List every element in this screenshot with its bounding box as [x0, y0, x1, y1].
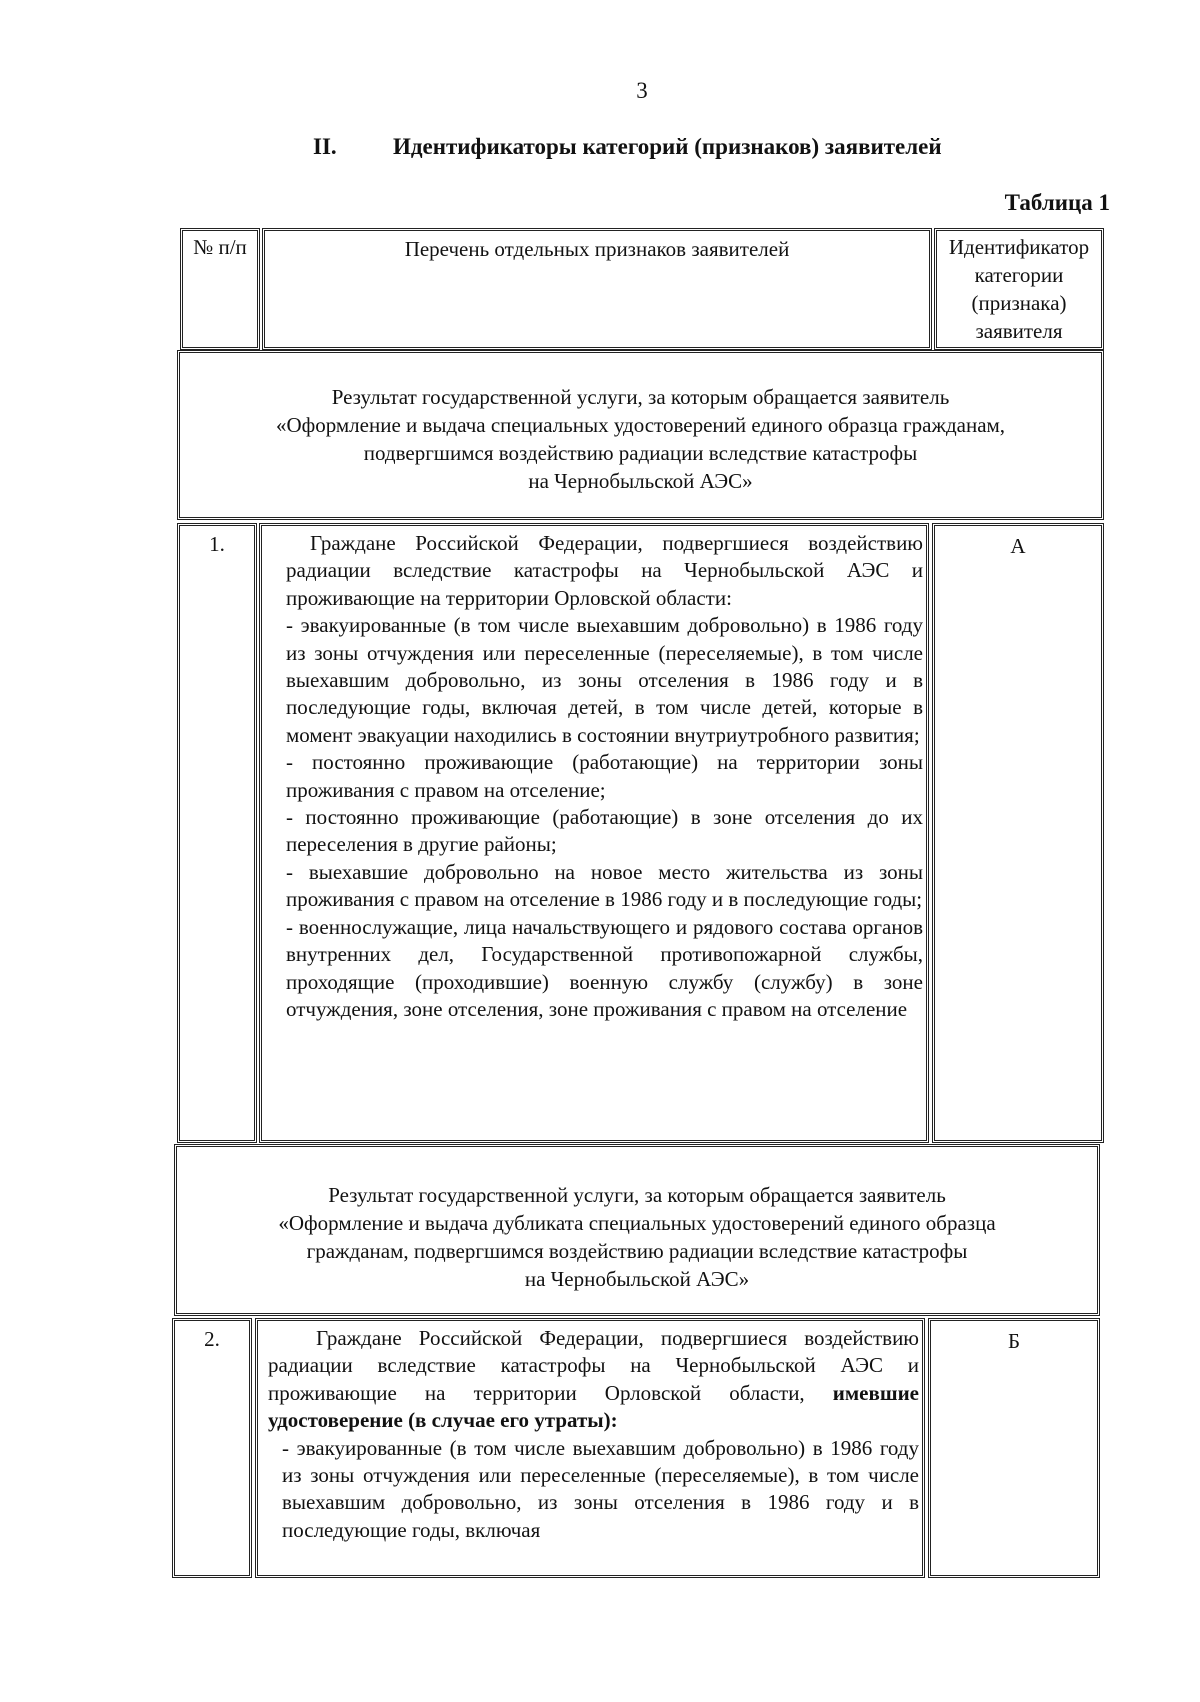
service-result-block-2	[174, 1144, 1100, 1316]
page-number: 3	[636, 78, 648, 103]
row-2-number-text: 2.	[204, 1327, 220, 1351]
result-line: гражданам, подвергшимся воздействию радиации вследствие катастрофы	[306, 1239, 968, 1263]
row-2-intro-text: Граждане Российской Федерации, подвергшиеся воздействию радиации вследствие катастрофы на Чернобыльской АЭС и проживающие на территории Орловской области,	[268, 1326, 919, 1405]
header-col-identifier-text: Идентификатор категории (признака) заявителя	[948, 235, 1090, 343]
result-line: подвергшимся воздействию радиации вследствие катастрофы	[363, 441, 918, 465]
row-2-identifier-text: Б	[1007, 1329, 1021, 1353]
row-1-item-4: - выехавшие добровольно на новое место жительства из зоны проживания с правом на отселение в 1986 году и в последующие годы;	[286, 859, 923, 912]
header-col-list	[262, 228, 932, 350]
row-1-identifier	[932, 523, 1104, 1143]
result-line: на Чернобыльской АЭС»	[528, 469, 753, 493]
row-2-number	[172, 1318, 252, 1578]
row-1-intro: Граждане Российской Федерации, подвергшиеся воздействию радиации вследствие катастрофы на Чернобыльской АЭС и проживающие на территории Орловской области:	[286, 531, 923, 610]
row-2-identifier	[928, 1318, 1100, 1578]
result-line: Результат государственной услуги, за которым обращается заявитель	[331, 385, 950, 409]
row-1-number	[177, 523, 257, 1143]
header-col-number-text: № п/п	[193, 235, 247, 259]
result-line: Результат государственной услуги, за которым обращается заявитель	[328, 1183, 946, 1207]
header-col-list-text: Перечень отдельных признаков заявителей	[404, 237, 790, 261]
row-1-item-3: - постоянно проживающие (работающие) в зоне отселения до их переселения в другие районы;	[286, 805, 923, 857]
result-line: «Оформление и выдача дубликата специальных удостоверений единого образца	[278, 1211, 996, 1235]
row-1-item-1: - эвакуированные (в том числе выехавшим добровольно) в 1986 году из зоны отчуждения или переселенные (переселяемые), в том числе выехавшим добровольно, из зоны отселения в 1986 году и в последующие годы, включая детей, в том числе детей, которые в момент эвакуации находились в состоянии внутриутробного развития;	[286, 613, 923, 747]
result-line: «Оформление и выдача специальных удостоверений единого образца гражданам,	[275, 413, 1006, 437]
header-col-identifier	[934, 228, 1104, 350]
row-1-number-text: 1.	[209, 532, 225, 556]
section-number: II.	[313, 134, 337, 159]
row-1-criteria	[259, 523, 929, 1143]
row-1-item-2: - постоянно проживающие (работающие) на территории зоны проживания с правом на отселение;	[286, 750, 923, 802]
row-1-item-5: - военнослужащие, лица начальствующего и рядового состава органов внутренних дел, Государственной противопожарной службы, проходящие (проходившие) военную службу (службу) в зоне отчуждения, зоне отселения, зоне проживания с правом на отселение	[286, 914, 923, 1021]
table-label: Таблица 1	[1004, 190, 1110, 215]
row-2-item-1: - эвакуированные (в том числе выехавшим добровольно) в 1986 году из зоны отчуждения или переселенные (переселяемые), в том числе выехавшим добровольно, из зоны отселения в 1986 году и в последующие годы, включая	[282, 1435, 919, 1542]
result-line: на Чернобыльской АЭС»	[524, 1267, 750, 1291]
section-heading	[313, 134, 942, 160]
service-result-block-1	[177, 350, 1104, 520]
row-2-intro	[268, 1325, 919, 1435]
row-1-identifier-text: А	[1010, 534, 1026, 558]
header-col-number	[180, 228, 260, 350]
section-title: Идентификаторы категорий (признаков) заявителей	[393, 134, 942, 159]
row-2-criteria	[255, 1318, 925, 1578]
row-2-intro-bold: имевшие удостоверение (в случае его утраты):	[268, 1380, 919, 1433]
